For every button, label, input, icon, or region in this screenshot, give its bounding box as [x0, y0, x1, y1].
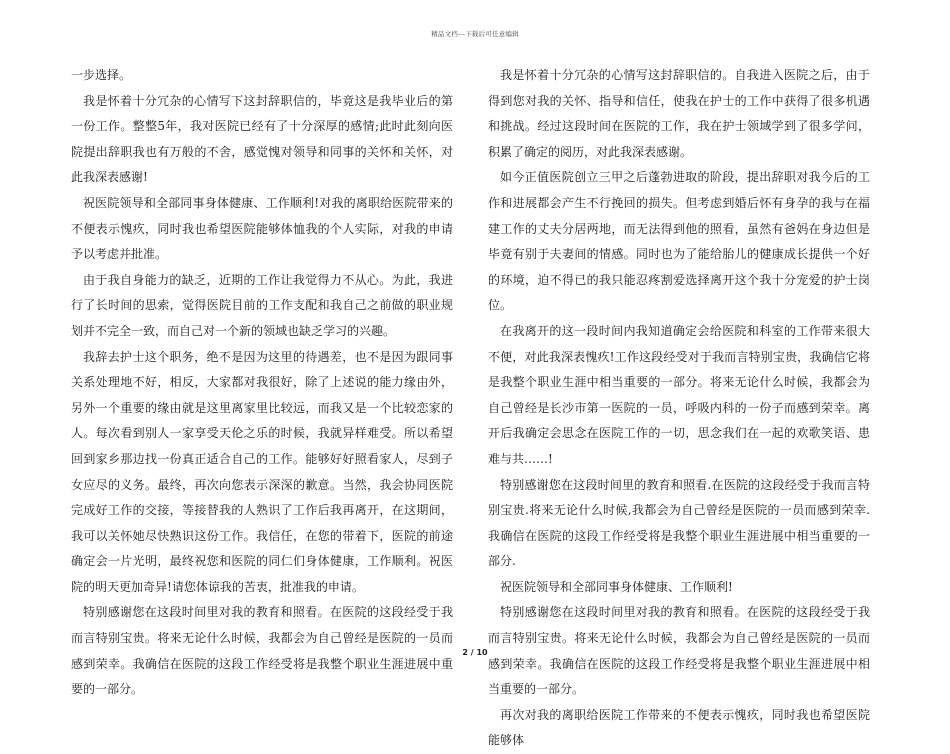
paragraph: 再次对我的离职给医院工作带来的不便表示愧疚，同时我也希望医院能够体 — [488, 707, 870, 748]
paragraph: 我是怀着十分冗杂的心情写这封辞职信的。自我进入医院之后，由于得到您对我的关怀、指导和信任，使我在护士的工作中获得了很多机遇和挑战。经过这段时间在医院的工作，我在护士领域学到了很多学问，积累了确定的阅历，对此我深表感谢。 — [488, 68, 870, 159]
paragraph: 祝医院领导和全部同事身体健康、工作顺利!对我的离职给医院带来的不便表示愧疚，同时我也希望医院能够体恤我的个人实际，对我的申请予以考虑并批准。 — [71, 195, 453, 262]
page-number: 2 / 10 — [462, 648, 488, 657]
paragraph: 由于我自身能力的缺乏，近期的工作让我觉得力不从心。为此，我进行了长时间的思索，觉得医院目前的工作支配和我自己之前做的职业规划并不完全一致，而自己对一个新的领域也缺乏学习的兴趣。 — [71, 272, 453, 338]
paragraph: 祝医院领导和全部同事身体健康、工作顺利! — [500, 579, 733, 594]
paragraph: 特别感谢您在这段时间里对我的教育和照看。在医院的这段经受于我而言特别宝贵。将来无论什么时候，我都会为自己曾经是医院的一员而感到荣幸。我确信在医院的这段工作经受将是我整个职业生涯进展中相当重要的一部分。 — [488, 605, 870, 697]
left-column — [71, 63, 453, 703]
paragraph: 在我离开的这一段时间内我知道确定会给医院和科室的工作带来很大不便，对此我深表愧疚!工作这段经受对于我而言特别宝贵，我确信它将是我整个职业生涯中相当重要的一部分。将来无论什么时候，我都会为自己曾经是长沙市第一医院的一员，呼吸内科的一份子而感到荣幸。离开后我确定会思念在医院工作的一切，思念我们在一起的欢歌笑语、患难与共……! — [488, 323, 870, 466]
paragraph: 我是怀着十分冗杂的心情写下这封辞职信的，毕竟这是我毕业后的第一份工作。整整5年，我对医院已经有了十分深厚的感情;此时此刻向医院提出辞职我也有万般的不舍，感觉愧对领导和同事的关怀和关怀，对此我深表感谢! — [71, 93, 453, 185]
page-header: 精品文档---下载后可任意编辑 — [431, 30, 519, 38]
paragraph: 特别感谢您在这段时间里的教育和照看.在医院的这段经受于我而言特别宝贵.将来无论什么时候,我都会为自己曾经是医院的一员而感到荣幸.我确信在医院的这段工作经受将是我整个职业生涯进展中相当重要的一部分. — [488, 477, 870, 569]
paragraph: 我辞去护士这个职务，绝不是因为这里的待遇差，也不是因为跟同事关系处理地不好，相反，大家都对我很好，除了上述说的能力缘由外，另外一个重要的缘由就是这里离家里比较远，而我又是一个比较恋家的人。每次看到别人一家享受天伦之乐的时候，我就异样难受。所以希望回到家乡那边找一份真正适合自己的工作。能够好好照看家人，尽到子女应尽的义务。最终，再次向您表示深深的歉意。当然，我会协同医院完成好工作的交接，等接替我的人熟识了工作后我再离开，在这期间，我可以关怀她尽快熟识这份工作。我信任，在您的带着下，医院的前途确定会一片光明，最终祝您和医院的同仁们身体健康，工作顺利。祝医院的明天更加奇异!请您体谅我的苦衷，批准我的申请。 — [71, 349, 453, 594]
paragraph: 如今正值医院创立三甲之后蓬勃进取的阶段，提出辞职对我今后的工作和进展都会产生不行挽回的损失。但考虑到婚后怀有身孕的我与在福建工作的丈夫分居两地，而无法得到他的照看，虽然有爸妈在身边但是毕竟有别于夫妻间的情感。同时也为了能给胎儿的健康成长提供一个好的环境，迫不得已的我只能忍疼割爱选择离开这个我十分宠爱的护士岗位。 — [488, 170, 870, 313]
paragraph: 一步选择。 — [71, 68, 132, 82]
paragraph: 特别感谢您在这段时间里对我的教育和照看。在医院的这段经受于我而言特别宝贵。将来无论什么时候，我都会为自己曾经是医院的一员而感到荣幸。我确信在医院的这段工作经受将是我整个职业生涯进展中重要的一部分。 — [71, 605, 453, 697]
